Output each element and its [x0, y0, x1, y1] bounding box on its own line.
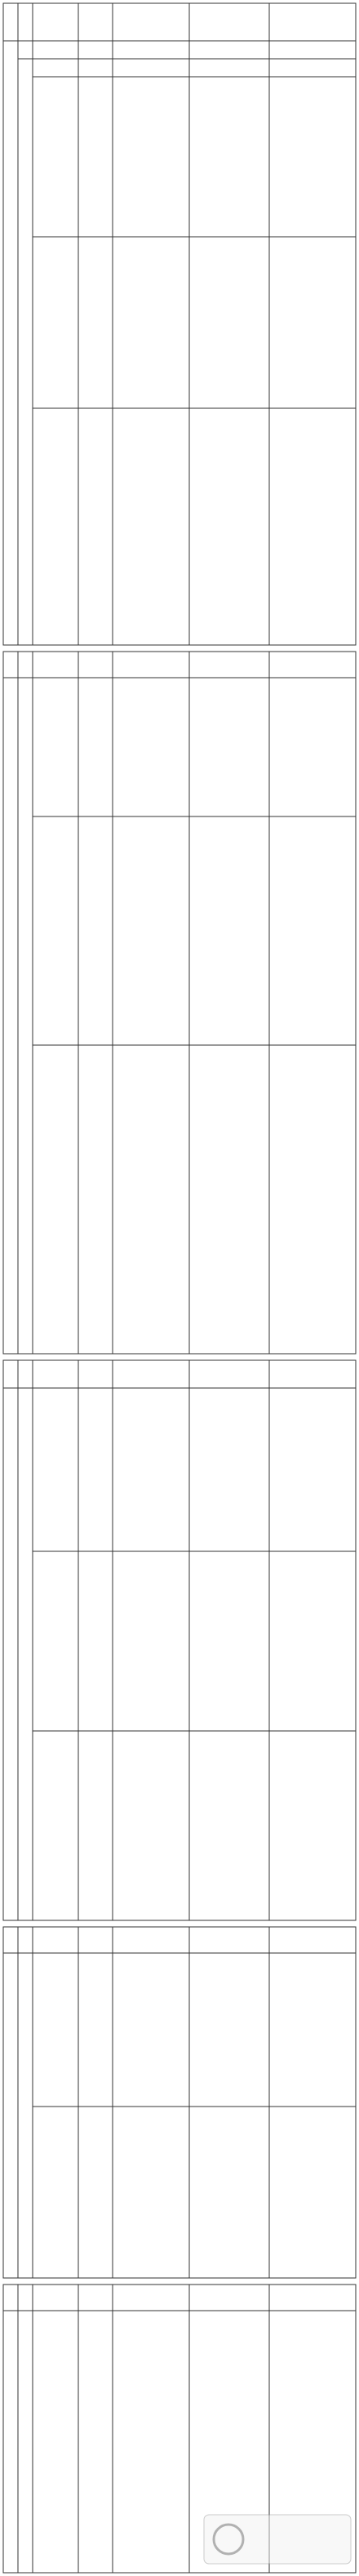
table-frame: [3, 1927, 356, 2278]
watermark-badge: [204, 2515, 351, 2564]
table-block-2: [3, 652, 356, 1354]
site-watermark-logo: [204, 2515, 351, 2564]
table-frame: [3, 652, 356, 1354]
table-frame: [3, 1360, 356, 1920]
table-frame: [3, 3, 356, 645]
table-block-4: [3, 1927, 356, 2278]
table-block-1: [3, 3, 356, 645]
table-block-3: [3, 1360, 356, 1920]
